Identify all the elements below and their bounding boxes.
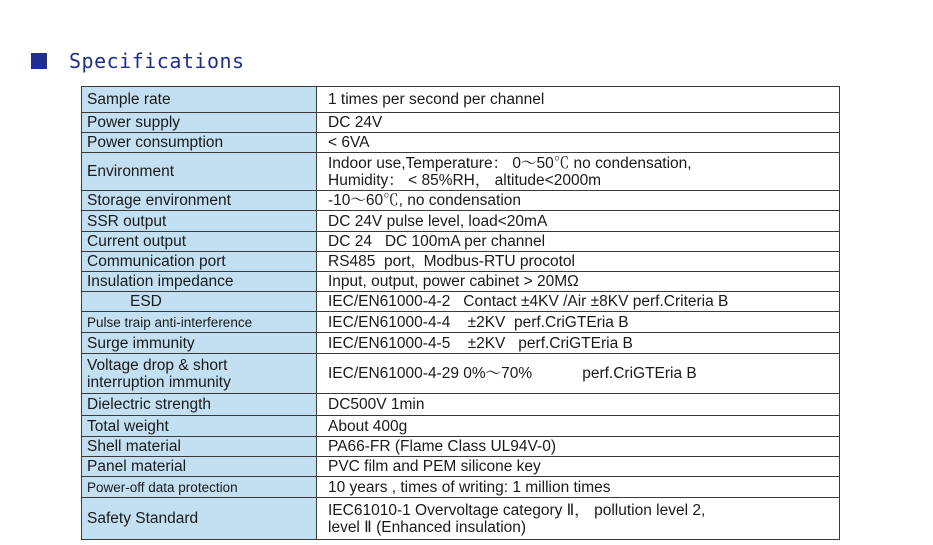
spec-value: About 400g (317, 416, 840, 437)
specifications-table (81, 86, 840, 540)
spec-value: DC 24V (317, 113, 840, 133)
spec-label: ESD (82, 292, 317, 312)
spec-value-line: Humidity： < 85%RH， altitude<2000m (328, 171, 602, 189)
spec-label: Power consumption (82, 133, 317, 153)
spec-value (317, 498, 840, 540)
square-bullet-icon (31, 53, 47, 69)
spec-value: DC 24V pulse level, load<20mA (317, 211, 840, 232)
spec-label: Storage environment (82, 191, 317, 211)
spec-label: Current output (82, 232, 317, 252)
spec-label: Total weight (82, 416, 317, 437)
spec-label-line: interruption immunity (87, 373, 231, 391)
spec-value: -10～60℃, no condensation (317, 191, 840, 211)
spec-value: < 6VA (317, 133, 840, 153)
spec-label: Power supply (82, 113, 317, 133)
table-row (82, 153, 840, 191)
table-row (82, 87, 840, 113)
spec-label: Panel material (82, 457, 317, 477)
table-row (82, 232, 840, 252)
spec-label: Safety Standard (82, 498, 317, 540)
table-row (82, 312, 840, 333)
spec-value: PA66-FR (Flame Class UL94V-0) (317, 437, 840, 457)
spec-label: Pulse traip anti-interference (82, 312, 317, 333)
spec-label: SSR output (82, 211, 317, 232)
table-row (82, 133, 840, 153)
spec-value-part: IEC/EN61000-4-29 0%～70% (328, 365, 533, 382)
table-row (82, 457, 840, 477)
spec-label: Sample rate (82, 87, 317, 113)
spec-label: Environment (82, 153, 317, 191)
spec-value: 1 times per second per channel (317, 87, 840, 113)
spec-value: 10 years , times of writing: 1 million times (317, 477, 840, 498)
spec-value-line: level Ⅱ (Enhanced insulation) (328, 518, 527, 536)
table-row (82, 416, 840, 437)
spec-label: Power-off data protection (82, 477, 317, 498)
spec-label (82, 354, 317, 394)
spec-value: Input, output, power cabinet > 20MΩ (317, 272, 840, 292)
section-title: Specifications (69, 49, 245, 73)
spec-value (317, 354, 840, 394)
spec-value-line: Indoor use,Temperature： 0～50℃ no condensation, (328, 154, 692, 172)
spec-value: RS485 port, Modbus-RTU procotol (317, 252, 840, 272)
spec-label: Surge immunity (82, 333, 317, 354)
spec-value-part: perf.CriGTEria B (582, 365, 697, 382)
table-row (82, 292, 840, 312)
table-row (82, 333, 840, 354)
table-row (82, 272, 840, 292)
spec-value-line: IEC61010-1 Overvoltage category Ⅱ， pollution level 2, (328, 501, 706, 519)
spec-label: Shell material (82, 437, 317, 457)
table-row (82, 394, 840, 416)
spec-value: IEC/EN61000-4-4 ±2KV perf.CriGTEria B (317, 312, 840, 333)
section-header (31, 49, 245, 73)
table-row (82, 191, 840, 211)
spec-value: PVC film and PEM silicone key (317, 457, 840, 477)
spec-label: Communication port (82, 252, 317, 272)
spec-label-line: Voltage drop & short (87, 356, 228, 374)
table-row (82, 354, 840, 394)
table-row (82, 498, 840, 540)
spec-value: IEC/EN61000-4-5 ±2KV perf.CriGTEria B (317, 333, 840, 354)
table-row (82, 113, 840, 133)
spec-label: Dielectric strength (82, 394, 317, 416)
table-row (82, 252, 840, 272)
table-row (82, 437, 840, 457)
spec-value: DC500V 1min (317, 394, 840, 416)
spec-value: IEC/EN61000-4-2 Contact ±4KV /Air ±8KV perf.Criteria B (317, 292, 840, 312)
spec-value: DC 24 DC 100mA per channel (317, 232, 840, 252)
table-row (82, 477, 840, 498)
spec-label: Insulation impedance (82, 272, 317, 292)
table-row (82, 211, 840, 232)
spec-value (317, 153, 840, 191)
